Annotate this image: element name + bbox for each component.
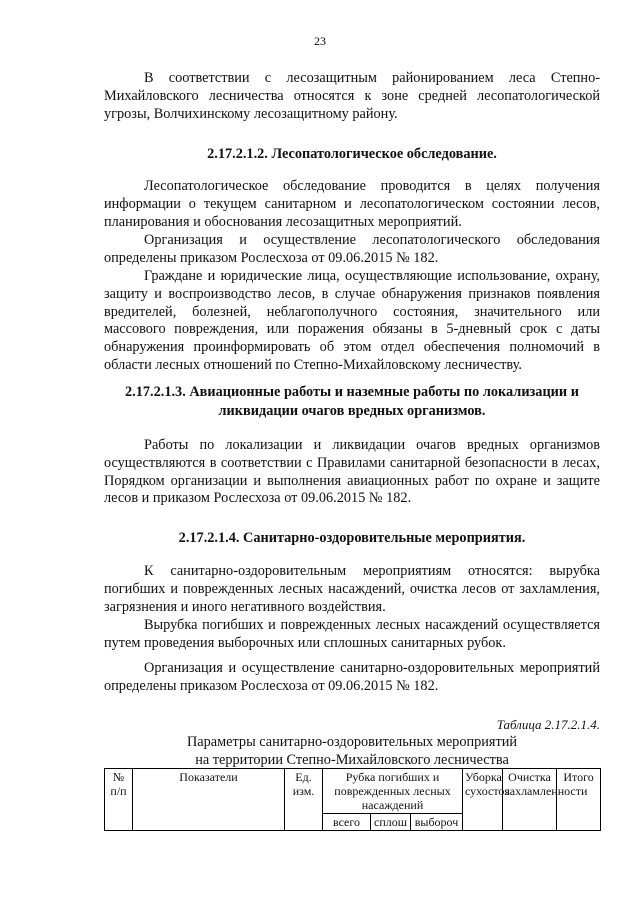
table-title-line1: Параметры санитарно-оздоровительных мероприятий — [186, 734, 518, 750]
sanitary-paragraph-3: Организация и осуществление санитарно-оздоровительных мероприятий определены приказом Рослесхоза от 09.06.2015 № 182. — [104, 660, 600, 694]
heading-aviation-works-line2: ликвидации очагов вредных организмов. — [218, 403, 486, 419]
sanitary-parameters-table — [104, 768, 601, 831]
header-total: Итого — [557, 769, 601, 831]
table-caption: Таблица 2.17.2.1.4. — [496, 717, 600, 732]
table-title-line2: на территории Степно-Михайловского лесничества — [195, 751, 509, 768]
survey-paragraph-3: Граждане и юридические лица, осуществляющие использование, охрану, защиту и воспроизводство лесов, в случае обнаружения признаков появления вредителей, болезней, неблагополучного состояния, значительного или массового повреждения, или поражения обязаны в 5-дневный срок с даты обнаружения проинформировать об этом отдел обеспечения полномочий в области лесных отношений по Степно-Михайловскому лесничеству. — [104, 268, 600, 373]
header-felling: Рубка погибших и поврежденных лесных насаждений — [323, 769, 463, 814]
header-indicators: Показатели — [133, 769, 285, 831]
survey-paragraph-1: Лесопатологическое обследование проводится в целях получения информации о текущем санитарном и лесопатологическом состоянии лесов, планирования и обоснования лесозащитных мероприятий. — [104, 178, 600, 230]
heading-forest-pathology-survey: 2.17.2.1.2. Лесопатологическое обследование. — [207, 146, 497, 162]
table-header-row — [105, 769, 601, 814]
heading-sanitary-measures: 2.17.2.1.4. Санитарно-оздоровительные мероприятия. — [178, 530, 526, 546]
subheader-selective: выбороч — [411, 814, 463, 831]
page-number: 23 — [314, 34, 326, 48]
header-cleaning: Очистка захламленности — [503, 769, 557, 831]
page-bottom-blank — [0, 833, 640, 905]
sanitary-paragraph-2: Вырубка погибших и поврежденных лесных насаждений осуществляется путем проведения выборочных или сплошных санитарных рубок. — [104, 617, 600, 651]
header-debris: Уборка сухостоя — [463, 769, 503, 831]
subheader-clear: сплош — [371, 814, 411, 831]
table-title — [104, 734, 600, 770]
survey-paragraph-2: Организация и осуществление лесопатологического обследования определены приказом Рослесхоза от 09.06.2015 № 182. — [104, 232, 600, 266]
heading-aviation-works-line1: 2.17.2.1.3. Авиационные работы и наземные работы по локализации и — [125, 384, 579, 400]
subheader-all: всего — [323, 814, 371, 831]
header-unit: Ед. изм. — [285, 769, 323, 831]
sanitary-paragraph-1: К санитарно-оздоровительным мероприятиям относятся: вырубка погибших и поврежденных лесных насаждений, очистка лесов от захламления, загрязнения и иного негативного воздействия. — [104, 563, 600, 615]
header-num: № п/п — [105, 769, 133, 831]
intro-paragraph: В соответствии с лесозащитным районированием леса Степно-Михайловского лесничества относятся к зоне средней лесопатологической угрозы, Волчихинскому лесозащитному району. — [104, 70, 600, 122]
aviation-paragraph: Работы по локализации и ликвидации очагов вредных организмов осуществляются в соответствии с Правилами санитарной безопасности в лесах, Порядком организации и выполнения авиационных работ по охране и защите лесов и приказом Рослесхоза от 09.06.2015 № 182. — [104, 437, 600, 507]
